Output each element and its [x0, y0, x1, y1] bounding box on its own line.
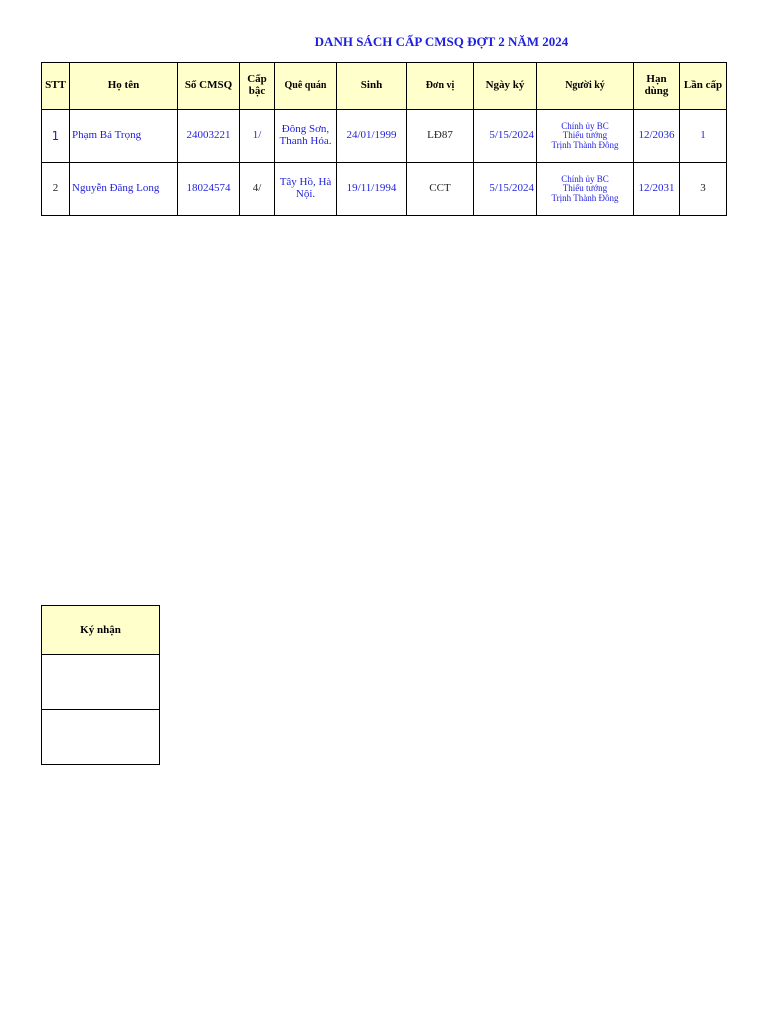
cell-lan-cap: 1	[680, 110, 727, 163]
cell-han-dung: 12/2036	[634, 110, 680, 163]
cell-ngay-ky: 5/15/2024	[474, 110, 537, 163]
header-que-quan: Quê quán	[275, 63, 337, 110]
header-sinh: Sinh	[337, 63, 407, 110]
header-so-cmsq: Số CMSQ	[178, 63, 240, 110]
sign-cell[interactable]	[42, 655, 160, 710]
cell-ngay-ky: 5/15/2024	[474, 163, 537, 216]
cell-nguoi-ky	[537, 163, 634, 216]
cell-sinh: 24/01/1999	[337, 110, 407, 163]
sign-header-row	[42, 606, 160, 655]
cell-nguoi-ky-line2: Thiếu tướng	[562, 130, 608, 141]
sign-table	[41, 605, 160, 765]
table-header-row	[42, 63, 727, 110]
cell-nguoi-ky-line3: Trịnh Thành Đông	[551, 192, 619, 203]
cell-stt: 2	[42, 163, 70, 216]
cell-que-quan-line2: Thanh Hóa.	[279, 135, 332, 147]
cell-cap-bac: 4/	[240, 163, 275, 216]
cell-don-vi: CCT	[407, 163, 474, 216]
table-row	[42, 163, 727, 216]
header-han-dung	[634, 63, 680, 110]
cell-que-quan-line1: Đông Sơn,	[281, 123, 330, 136]
cell-ho-ten: Nguyễn Đăng Long	[70, 163, 178, 216]
header-cap-bac	[240, 63, 275, 110]
sign-row	[42, 710, 160, 765]
cell-nguoi-ky-line2: Thiếu tướng	[562, 183, 608, 194]
cell-sinh: 19/11/1994	[337, 163, 407, 216]
cell-nguoi-ky	[537, 110, 634, 163]
cell-so-cmsq: 24003221	[178, 110, 240, 163]
cell-nguoi-ky-line3: Trịnh Thành Đông	[551, 139, 619, 150]
cell-cap-bac: 1/	[240, 110, 275, 163]
cell-que-quan	[275, 110, 337, 163]
cell-stt: 1	[42, 110, 70, 163]
cell-que-quan	[275, 163, 337, 216]
cell-nguoi-ky-line1: Chính ủy BC	[561, 173, 609, 184]
cell-lan-cap: 3	[680, 163, 727, 216]
header-han-dung-line1: Hạn	[646, 73, 667, 86]
header-cap-bac-line2: bậc	[248, 85, 266, 97]
cell-han-dung: 12/2031	[634, 163, 680, 216]
document-title: DANH SÁCH CẤP CMSQ ĐỢT 2 NĂM 2024	[314, 34, 569, 49]
header-ngay-ky: Ngày ký	[474, 63, 537, 110]
cell-ho-ten: Phạm Bá Trọng	[70, 110, 178, 163]
cell-que-quan-line1: Tây Hồ, Hà	[279, 176, 332, 189]
sign-cell[interactable]	[42, 710, 160, 765]
header-don-vi: Đơn vị	[407, 63, 474, 110]
header-stt: STT	[42, 63, 70, 110]
cell-so-cmsq: 18024574	[178, 163, 240, 216]
sign-row	[42, 655, 160, 710]
header-ho-ten: Họ tên	[70, 63, 178, 110]
cell-don-vi: LĐ87	[407, 110, 474, 163]
cmsq-table	[41, 62, 727, 216]
header-lan-cap: Lần cấp	[680, 63, 727, 110]
header-cap-bac-line1: Cấp	[247, 73, 267, 86]
sign-header: Ký nhận	[42, 606, 160, 655]
cell-que-quan-line2: Nội.	[295, 188, 316, 200]
cell-nguoi-ky-line1: Chính ủy BC	[561, 120, 609, 131]
table-row	[42, 110, 727, 163]
header-han-dung-line2: dùng	[644, 85, 669, 97]
header-nguoi-ky: Người ký	[537, 63, 634, 110]
